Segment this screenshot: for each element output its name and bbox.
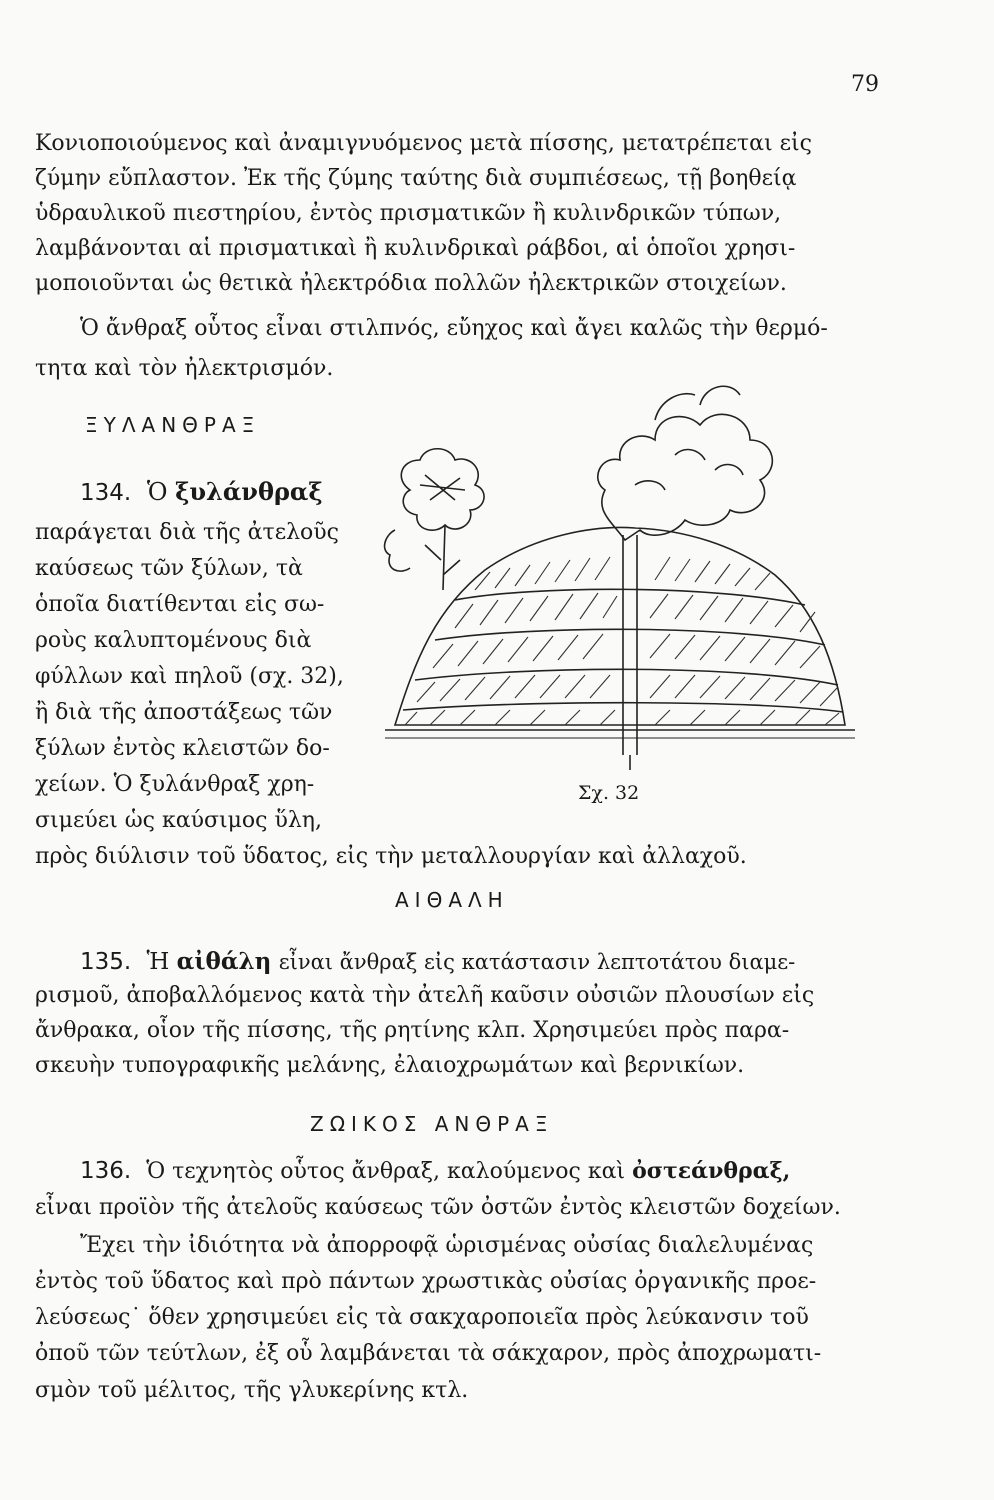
body-line: ὁποῖα διατίθενται εἰς σω- (35, 592, 325, 617)
body-line: ὀποῦ τῶν τεύτλων, ἐξ οὗ λαμβάνεται τὰ σάκχαρον, πρὸς ἀποχρωματι- (35, 1341, 822, 1366)
body-line: λαμβάνονται αἱ πρισματικαὶ ἢ κυλινδρικαὶ ράβδοι, αἱ ὁποῖοι χρησι- (35, 236, 796, 261)
section-lead: Ἡ (146, 949, 170, 975)
figure-caption: Σχ. 32 (578, 782, 640, 804)
section-number: 136. (80, 1158, 132, 1184)
section-first-line-text: Ὁ τεχνητὸς οὗτος ἄνθραξ, καλούμενος καὶ (146, 1159, 626, 1184)
body-line: ρισμοῦ, ἀποβαλλόμενος κατὰ τὴν ἀτελῆ καῦσιν οὐσιῶν πλουσίων εἰς (35, 983, 815, 1008)
body-line: παράγεται διὰ τῆς ἀτελοῦς (35, 520, 339, 545)
body-line: ζύμην εὔπλαστον. Ἐκ τῆς ζύμης ταύτης διὰ συμπιέσεως, τῇ βοηθείᾳ (35, 166, 797, 191)
smoke-plume (598, 414, 773, 540)
body-line: ξύλων ἐντὸς κλειστῶν δο- (35, 736, 330, 761)
body-line: ἐντὸς τοῦ ὕδατος καὶ πρὸ πάντων χρωστικὰς οὐσίας ὀργανικῆς προε- (35, 1269, 817, 1294)
section-term: ὀστεάνθραξ, (632, 1158, 791, 1184)
body-line: χείων. Ὁ ξυλάνθραξ χρη- (35, 772, 315, 797)
section-heading-zoikos: ΖΩΙΚΟΣ ΑΝΘΡΑΞ (310, 1112, 554, 1136)
section-heading-aithali: ΑΙΘΑΛΗ (395, 888, 509, 912)
section-lead: Ὁ (146, 478, 168, 506)
body-line: σιμεύει ὡς καύσιμος ὕλη, (35, 808, 322, 833)
section-number: 134. (80, 480, 132, 506)
kiln-mound (395, 527, 845, 725)
page-number: 79 (851, 72, 879, 97)
body-line: εἶναι προϊὸν τῆς ἀτελοῦς καύσεως τῶν ὀστῶν ἐντὸς κλειστῶν δοχείων. (35, 1195, 841, 1220)
body-line: τητα καὶ τὸν ἠλεκτρισμόν. (35, 356, 334, 381)
section-first-line-rest: εἶναι ἄνθραξ εἰς κατάστασιν λεπτοτάτου διαμε- (278, 950, 796, 974)
body-line: πρὸς διύλισιν τοῦ ὕδατος, εἰς τὴν μεταλλουργίαν καὶ ἀλλαχοῦ. (35, 844, 747, 869)
body-line: μοποιοῦνται ὡς θετικὰ ἠλεκτρόδια πολλῶν ἠλεκτρικῶν στοιχείων. (35, 271, 787, 296)
section-135-first-line (80, 950, 795, 974)
kiln-chimney (623, 535, 637, 755)
section-134-first-line (80, 477, 323, 506)
section-number: 135. (80, 949, 132, 975)
body-line: ἄνθρακα, οἷον τῆς πίσσης, τῆς ρητίνης κλπ. Χρησιμεύει πρὸς παρα- (35, 1018, 790, 1043)
body-line: ὑδραυλικοῦ πιεστηρίου, ἐντὸς πρισματικῶν ἢ κυλινδρικῶν τύπων, (35, 201, 782, 226)
body-line: Ὁ ἄνθραξ οὗτος εἶναι στιλπνός, εὔηχος καὶ ἄγει καλῶς τὴν θερμό- (80, 316, 828, 341)
body-line: φύλλων καὶ πηλοῦ (σχ. 32), (35, 664, 344, 689)
section-term: ξυλάνθραξ (175, 477, 323, 506)
body-line: καύσεως τῶν ξύλων, τὰ (35, 556, 303, 581)
body-line: ἢ διὰ τῆς ἀποστάξεως τῶν (35, 700, 333, 725)
body-line: λεύσεως˙ ὅθεν χρησιμεύει εἰς τὰ σακχαροποιεῖα πρὸς λεύκανσιν τοῦ (35, 1305, 809, 1330)
section-136-first-line (80, 1160, 790, 1183)
body-line: Κονιοποιούμενος καὶ ἀναμιγνυόμενος μετὰ πίσσης, μετατρέπεται εἰς (35, 131, 812, 156)
section-term: αἰθάλη (176, 948, 272, 975)
body-line: ροὺς καλυπτομένους διὰ (35, 628, 312, 653)
body-line: σκευὴν τυπογραφικῆς μελάνης, ἐλαιοχρωμάτων καὶ βερνικίων. (35, 1053, 745, 1078)
body-line: σμὸν τοῦ μέλιτος, τῆς γλυκερίνης κτλ. (35, 1378, 469, 1403)
body-line: Ἔχει τὴν ἰδιότητα νὰ ἀπορροφᾷ ὡρισμένας οὐσίας διαλελυμένας (80, 1233, 814, 1258)
section-heading-xylanthrax: ΞΥΛΑΝΘΡΑΞ (85, 413, 261, 437)
figure-charcoal-kiln (355, 360, 875, 790)
